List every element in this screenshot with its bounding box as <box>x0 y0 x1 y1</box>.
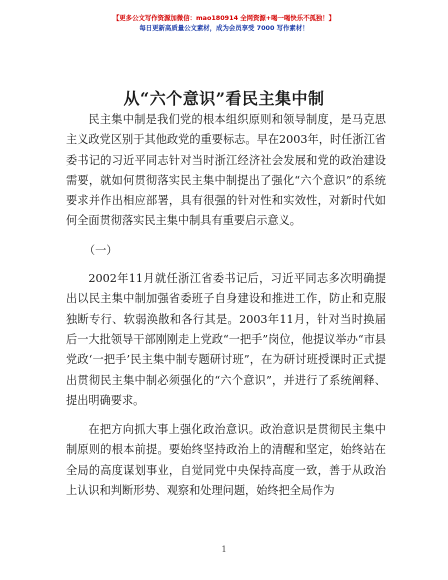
paragraph-political-awareness: 在把方向抓大事上强化政治意识。政治意识是贯彻民主集中制原则的根本前提。要始终坚持政治上的清醒和坚定，始终站在全局的高度谋划事业，自觉同党中央保持高度一致，善于从政治上认识和判断形势、观察和处理问题，始终把全局作为 <box>66 423 386 498</box>
paragraph-background: 2002年11月就任浙江省委书记后，习近平同志多次明确提出以民主集中制加强省委班子自身建设和推进工作，防止和克服独断专行、软弱涣散和各行其是。2003年11月，针对当时换届后一大批领导干部刚刚走上党政“一把手”岗位，他提议举办“市县党政‘一把手’民主集中制专题研讨班”，在为研讨班授课时正式提出贯彻民主集中制必须强化的“六个意识”，并进行了系统阐释、提出明确要求。 <box>66 272 386 407</box>
paragraph-intro: 民主集中制是我们党的根本组织原则和领导制度，是马克思主义政党区别于其他政党的重要标志。早在2003年，时任浙江省委书记的习近平同志针对当时浙江经济社会发展和党的政治建设需要，就如何贯彻落实民主集中制提出了强化“六个意识”的系统要求并作出相应部署，具有很强的针对性和实效性，对新时代如何全面贯彻落实民主集中制具有重要启示意义。 <box>66 113 386 228</box>
promo-banner-line1: 【更多公文写作资源加微信：mao180914 全网资源+喝一喝快乐不孤独！】 <box>112 14 336 22</box>
promo-banner-line2: 每日更新高质量公文素材，成为会员享受 7000 写作素材！ <box>139 24 309 32</box>
page-number: 1 <box>221 545 227 554</box>
document-title: 从“六个意识”看民主集中制 <box>123 89 325 108</box>
section-heading: （一） <box>83 243 118 257</box>
document-body <box>66 110 386 501</box>
promo-banner <box>0 14 448 33</box>
